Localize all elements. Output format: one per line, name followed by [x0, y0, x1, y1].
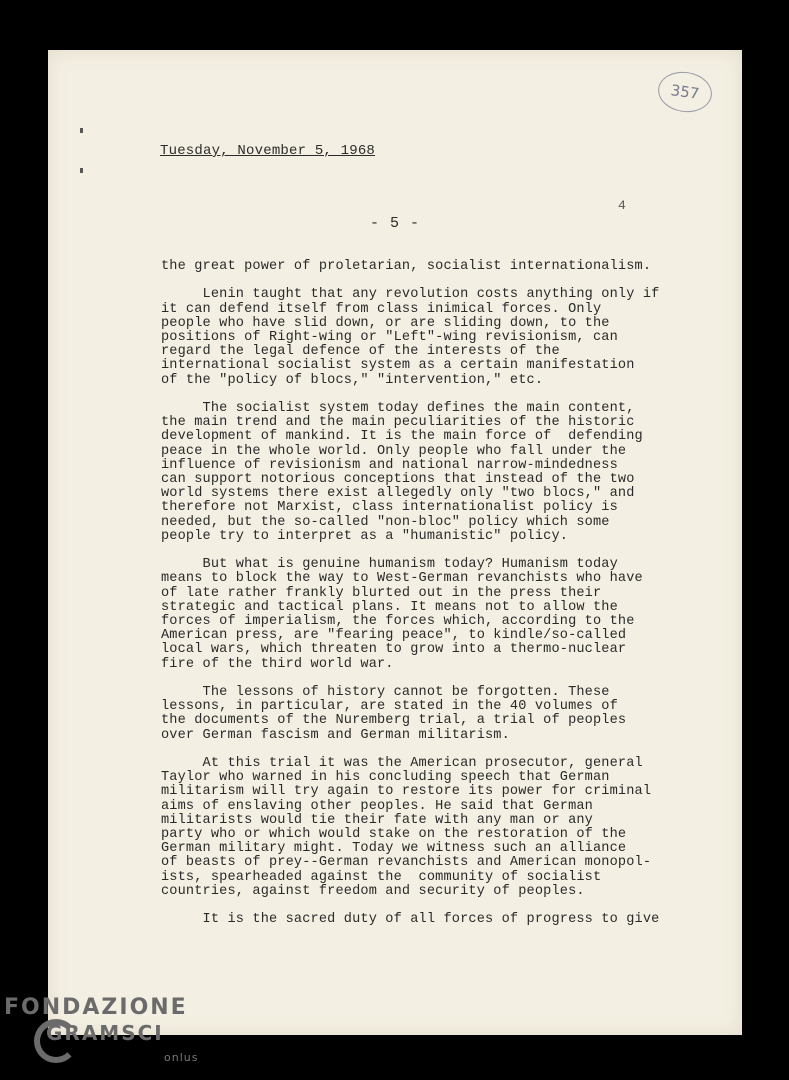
watermark-logo — [4, 995, 199, 1064]
text-line: it can defend itself from class inimical forces. Only — [161, 301, 602, 317]
text-line: development of mankind. It is the main force of defending — [161, 429, 643, 445]
text-line: strategic and tactical plans. It means not to allow the — [161, 599, 618, 615]
text-line: the great power of proletarian, socialist internationalism. — [161, 259, 652, 274]
body-text — [161, 260, 701, 942]
text-line: positions of Right-wing or "Left"-wing revisionism, can — [161, 330, 618, 345]
text-line: The lessons of history cannot be forgotten. These — [161, 685, 610, 701]
text-line: aims of enslaving other peoples. He said that German — [161, 798, 593, 814]
watermark-line2: GRAMSCI — [46, 1021, 164, 1045]
text-line: countries, against freedom and security of peoples. — [161, 883, 585, 899]
text-line: But what is genuine humanism today? Humanism today — [161, 557, 618, 573]
text-line: of the "policy of blocs," "intervention," etc. — [161, 372, 544, 388]
text-line: over German fascism and German militarism. — [161, 727, 510, 743]
text-line: militarists would tie their fate with any man or any — [161, 812, 593, 828]
text-line: peace in the whole world. Only people who fall under the — [161, 443, 627, 459]
archive-number-stamp: 357 — [655, 68, 714, 115]
text-line: At this trial it was the American prosecutor, general — [161, 756, 643, 772]
margin-mark — [80, 128, 83, 133]
document-page — [48, 50, 742, 1035]
text-line: It is the sacred duty of all forces of progress to give — [161, 912, 660, 928]
text-line: of late rather frankly blurted out in the press their — [161, 585, 602, 601]
page-number: - 5 - — [369, 215, 420, 232]
text-line: influence of revisionism and national narrow-mindedness — [161, 457, 618, 473]
paragraph — [161, 913, 701, 927]
paragraph — [161, 260, 701, 274]
text-line: party who or which would stake on the restoration of the — [161, 827, 627, 843]
text-line: can support notorious conceptions that instead of the two — [161, 472, 635, 488]
text-line: international socialist system as a certain manifestation — [161, 358, 635, 374]
paragraph — [161, 402, 701, 544]
text-line: ists, spearheaded against the community of socialist — [161, 869, 602, 885]
text-line: Taylor who warned in his concluding speech that German — [161, 770, 610, 786]
text-line: regard the legal defence of the interests of the — [161, 344, 560, 360]
text-line: The socialist system today defines the main content, — [161, 401, 635, 416]
text-line: means to block the way to West-German revanchists who have — [161, 571, 643, 587]
paragraph — [161, 558, 701, 672]
text-line: militarism will try again to restore its power for criminal — [161, 784, 652, 800]
text-line: American press, are "fearing peace", to kindle/so-called — [161, 628, 627, 644]
text-line: local wars, which threaten to grow into a thermo-nuclear — [161, 642, 627, 658]
text-line: the documents of the Nuremberg trial, a trial of peoples — [161, 713, 627, 729]
text-line: the main trend and the main peculiarities of the historic — [161, 415, 635, 431]
paragraph — [161, 757, 701, 899]
text-line: Lenin taught that any revolution costs anything only if — [161, 287, 660, 303]
watermark-sub: onlus — [164, 1051, 199, 1064]
text-line: people try to interpret as a "humanistic" policy. — [161, 528, 569, 544]
text-line: lessons, in particular, are stated in the 40 volumes of — [161, 699, 618, 715]
paragraph — [161, 686, 701, 743]
text-line: German military might. Today we witness such an alliance — [161, 841, 627, 857]
text-line: people who have slid down, or are sliding down, to the — [161, 315, 610, 331]
corner-number: 4 — [618, 198, 626, 213]
text-line: of beasts of prey--German revanchists and American monopol- — [161, 855, 652, 871]
margin-mark — [80, 168, 83, 173]
watermark-line1: FONDAZIONE — [4, 995, 188, 1020]
paragraph — [161, 288, 701, 387]
text-line: world systems there exist allegedly only "two blocs," and — [161, 486, 635, 502]
text-line: forces of imperialism, the forces which, according to the — [161, 614, 635, 630]
text-line: therefore not Marxist, class internationalist policy is — [161, 500, 618, 516]
text-line: needed, but the so-called "non-bloc" policy which some — [161, 514, 610, 530]
text-line: fire of the third world war. — [161, 656, 394, 672]
document-date: Tuesday, November 5, 1968 — [160, 143, 376, 159]
